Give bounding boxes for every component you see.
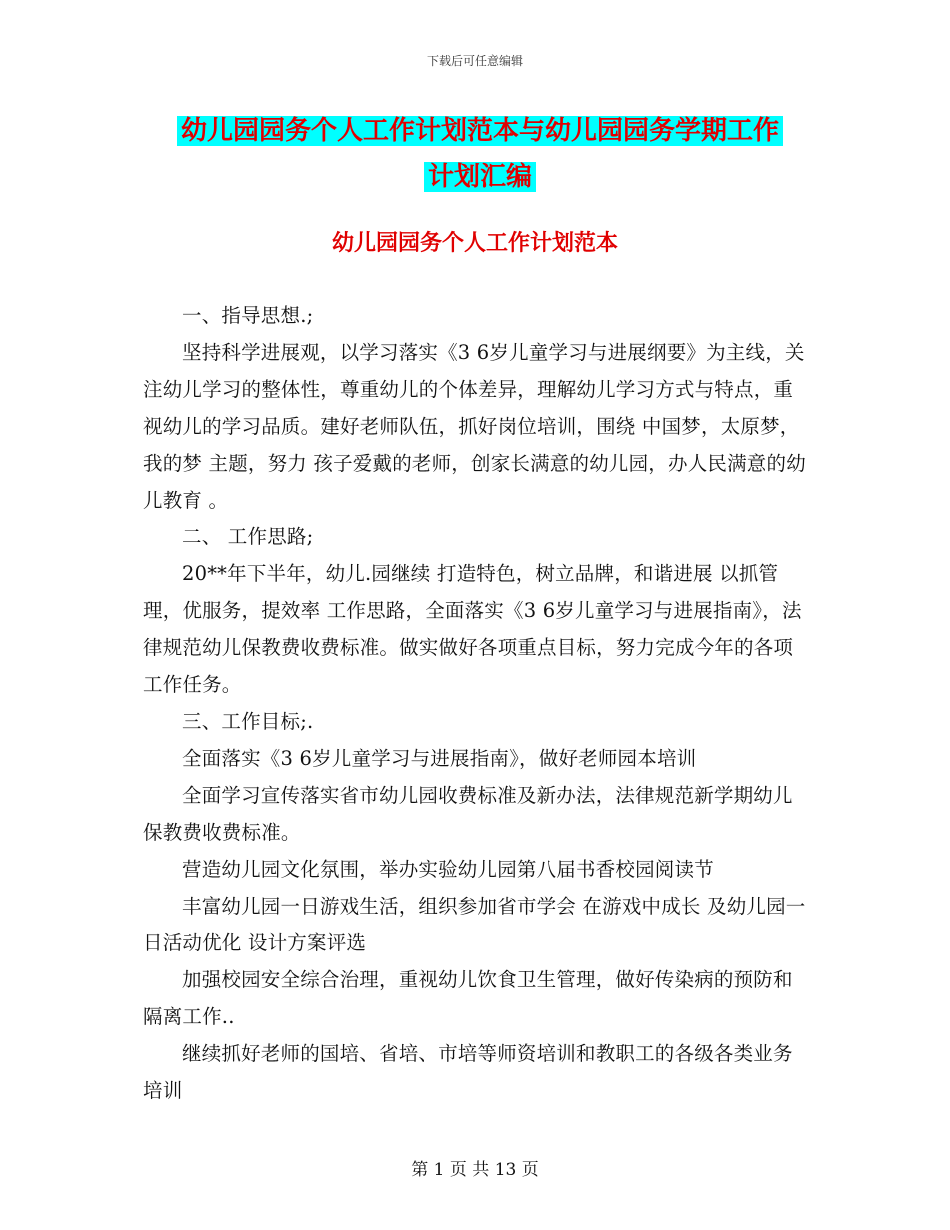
paragraph: 坚持科学进展观，以学习落实《3 6岁儿童学习与进展纲要》为主线，关注幼儿学习的整体性，尊重幼儿的个体差异，理解幼儿学习方式与特点，重视幼儿的学习品质。建好老师队伍，抓好岗位培训，围绕 中国梦，太原梦，我的梦 主题，努力 孩子爱戴的老师，创家长满意的幼儿园，办人民满意的幼儿教育 。 — [143, 340, 806, 512]
heading-guiding-thought: 一、指导思想.; — [182, 304, 314, 327]
paragraph: 20**年下半年，幼儿.园继续 打造特色，树立品牌，和谐进展 以抓管理，优服务，提效率 工作思路，全面落实《3 6岁儿童学习与进展指南》，法律规范幼儿保教费收费标准。做实做好各项重点目标，努力完成今年的各项工作任务。 — [143, 562, 802, 697]
paragraph: 丰富幼儿园一日游戏生活，组织参加省市学会 在游戏中成长 及幼儿园一日活动优化 设计方案评选 — [143, 894, 806, 955]
document-title-line-2: 计划汇编 — [424, 162, 536, 192]
heading-work-approach: 二、 工作思路; — [182, 525, 314, 549]
paragraph: 全面落实《3 6岁儿童学习与进展指南》，做好老师园本培训 — [182, 746, 697, 770]
section-title: 幼儿园园务个人工作计划范本 — [331, 230, 618, 256]
paragraph: 加强校园安全综合治理，重视幼儿饮食卫生管理，做好传染病的预防和隔离工作.. — [143, 968, 793, 1029]
document-title-line-1: 幼儿园园务个人工作计划范本与幼儿园园务学期工作 — [177, 116, 783, 146]
paragraph: 继续抓好老师的国培、省培、市培等师资培训和教职工的各级各类业务培训 — [143, 1042, 793, 1103]
page-number: 第 1 页 共 13 页 — [411, 1160, 539, 1180]
heading-work-goals: 三、工作目标;. — [182, 709, 314, 733]
body-text — [143, 298, 811, 1110]
paragraph: 全面学习宣传落实省市幼儿园收费标准及新办法，法律规范新学期幼儿保教费收费标准。 — [143, 783, 793, 844]
header-note: 下载后可任意编辑 — [426, 54, 523, 68]
paragraph: 营造幼儿园文化氛围，举办实验幼儿园第八届书香校园阅读节 — [182, 857, 714, 881]
document-title — [140, 108, 820, 200]
